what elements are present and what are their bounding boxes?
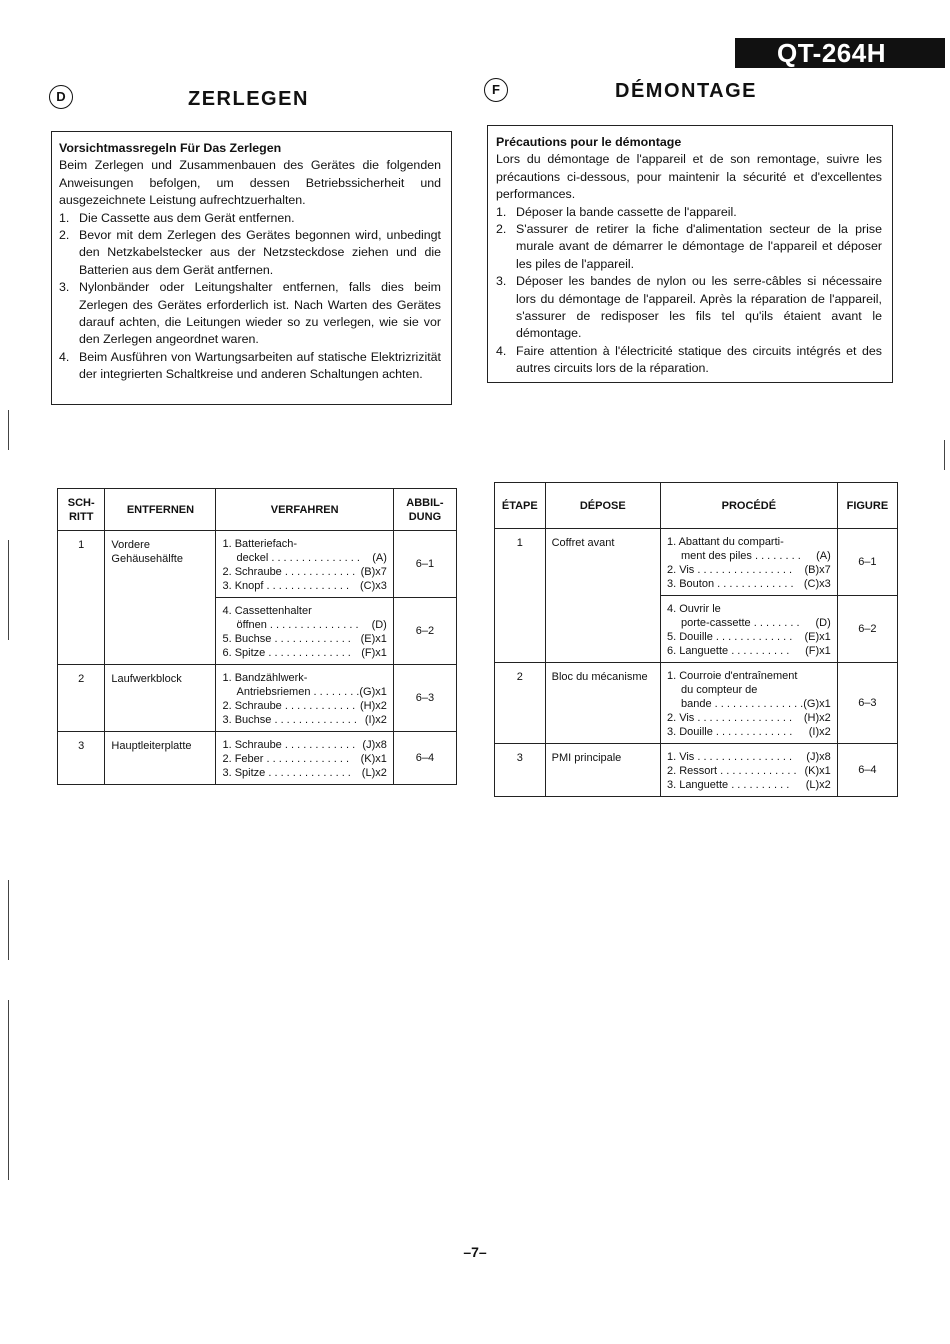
procedure-line — [667, 616, 831, 630]
procedure-step-text: 4. Cassettenhalter — [222, 605, 312, 617]
procedure-line — [667, 750, 831, 764]
procedure-ref: (A) — [816, 550, 831, 562]
heading-fr: DÉMONTAGE — [615, 80, 758, 102]
procedure-ref: (I)x2 — [808, 726, 831, 738]
figure-ref: 6–4 — [393, 732, 456, 785]
precautions-intro-fr: Lors du démontage de l'appareil et de son remontage, suivre les précautions ci-dessous, pour maintenir la sécurité et d'excellentes performances. — [496, 152, 882, 202]
procedure-step-text: porte-cassette . . . . . . . . — [680, 617, 800, 629]
page-number: –7– — [463, 1244, 487, 1260]
step-number: 1 — [58, 531, 105, 665]
precaution-item — [496, 221, 882, 273]
procedure-step-text: 3. Buchse . . . . . . . . . . . . . . — [222, 714, 357, 726]
procedure-ref: (H)x2 — [803, 712, 831, 724]
precautions-box-fr — [487, 125, 893, 383]
precaution-item — [59, 227, 441, 279]
procedure-ref: (B)x7 — [804, 564, 831, 576]
precautions-title-fr: Précautions pour le démontage — [496, 135, 682, 149]
precaution-number: 3. — [496, 274, 507, 289]
precautions-list-fr — [496, 204, 882, 378]
header-remove-fr: DÉPOSE — [545, 483, 660, 529]
header-procedure-fr: PROCÉDÉ — [660, 483, 837, 529]
procedure-step-text: 2. Ressort . . . . . . . . . . . . . — [666, 765, 797, 777]
procedure-ref: (J)x8 — [806, 751, 831, 763]
procedure-step-text: ment des piles . . . . . . . . — [680, 550, 801, 562]
precaution-item — [59, 349, 441, 384]
procedure-step-text: deckel . . . . . . . . . . . . . . . — [236, 552, 360, 564]
procedure-line — [222, 537, 386, 551]
procedure-step-text: 2. Feber . . . . . . . . . . . . . . — [222, 753, 350, 765]
procedure-ref: (F)x1 — [805, 645, 831, 657]
procedure-line — [667, 644, 831, 658]
procedure-line — [222, 646, 386, 660]
procedure-line — [222, 713, 386, 727]
step-number: 3 — [495, 744, 546, 797]
procedure-step-text: 1. Vis . . . . . . . . . . . . . . . . — [666, 751, 793, 763]
precaution-number: 3. — [59, 280, 70, 295]
procedure-step-text: 1. Bandzählwerk- — [222, 672, 308, 684]
figure-ref: 6–4 — [837, 744, 897, 797]
procedure-cell — [660, 596, 837, 663]
procedure-ref: (I)x2 — [364, 714, 387, 726]
disassembly-table-de — [57, 488, 457, 785]
precaution-text: Déposer la bande cassette de l'appareil. — [516, 204, 737, 219]
precaution-item — [496, 273, 882, 343]
procedure-line — [667, 711, 831, 725]
precautions-box-de — [51, 131, 452, 405]
procedure-line — [222, 671, 386, 685]
procedure-step-text: Antriebsriemen . . . . . . . . — [236, 686, 360, 698]
scan-margin-mark — [8, 540, 9, 640]
header-step-fr: ÉTAPE — [495, 483, 546, 529]
procedure-step-text: öffnen . . . . . . . . . . . . . . . — [236, 619, 359, 631]
table-row — [495, 744, 898, 797]
table-row — [495, 663, 898, 744]
figure-ref: 6–3 — [837, 663, 897, 744]
procedure-ref: (G)x1 — [359, 686, 387, 698]
procedure-line — [222, 685, 386, 699]
procedure-cell — [216, 732, 393, 785]
precaution-text: Faire attention à l'électricité statique des circuits intégrés et des autres circuits lors de la réparation. — [516, 343, 882, 376]
procedure-ref: (E)x1 — [804, 631, 831, 643]
precaution-number: 4. — [496, 343, 507, 358]
section-badge-de: D — [49, 85, 73, 109]
procedure-line — [222, 565, 386, 579]
header-remove-de: ENTFERNEN — [105, 489, 216, 531]
step-number: 3 — [58, 732, 105, 785]
procedure-ref: (H)x2 — [359, 700, 387, 712]
precaution-text: Beim Ausführen von Wartungsarbeiten auf statische Elektrizrizität der integrierten Schaltkreise und anderen Schaltungen achten. — [79, 349, 441, 382]
precaution-text: Die Cassette aus dem Gerät entfernen. — [79, 210, 295, 225]
precaution-number: 2. — [59, 228, 70, 243]
part-name: Vordere Gehäusehälfte — [105, 531, 216, 665]
part-name: Coffret avant — [545, 529, 660, 663]
procedure-cell — [660, 744, 837, 797]
step-number: 2 — [58, 665, 105, 732]
precaution-text: Nylonbänder oder Leitungshalter entfernen, falls dies beim Zerlegen des Gerätes erforderlich ist. Nach Warten des Gerätes darauf achten, die Leitungen wieder so zu verlegen, wie sie vor den Zerlegen angeordnet waren. — [79, 280, 441, 347]
header-figure-fr: FIGURE — [837, 483, 897, 529]
procedure-step-text: 3. Knopf . . . . . . . . . . . . . . — [222, 580, 350, 592]
procedure-ref: (J)x8 — [362, 739, 387, 751]
scan-margin-mark — [8, 1000, 9, 1180]
procedure-ref: (C)x3 — [359, 580, 387, 592]
procedure-line — [222, 766, 386, 780]
procedure-step-text: 2. Vis . . . . . . . . . . . . . . . . — [666, 712, 793, 724]
procedure-step-text: 5. Douille . . . . . . . . . . . . . — [666, 631, 793, 643]
procedure-ref: (D) — [371, 619, 387, 631]
procedure-ref: (A) — [372, 552, 387, 564]
procedure-cell — [660, 663, 837, 744]
figure-ref: 6–1 — [393, 531, 456, 598]
procedure-line — [667, 602, 831, 616]
procedure-step-text: 3. Douille . . . . . . . . . . . . . — [666, 726, 793, 738]
precaution-number: 4. — [59, 349, 70, 364]
procedure-line — [667, 549, 831, 563]
precaution-text: Déposer les bandes de nylon ou les serre-câbles si nécessaire lors du démontage de l'appareil. Après la réparation de l'appareil, s'assurer de redisposer les fils tel qu'ils étaient avant le démontage. — [516, 274, 882, 341]
figure-ref: 6–3 — [393, 665, 456, 732]
model-banner — [735, 38, 945, 68]
procedure-step-text: 3. Bouton . . . . . . . . . . . . . — [666, 578, 794, 590]
procedure-step-text: 1. Schraube . . . . . . . . . . . . — [222, 739, 356, 751]
procedure-line — [222, 618, 386, 632]
procedure-step-text: 6. Languette . . . . . . . . . . — [666, 645, 790, 657]
precautions-intro-de: Beim Zerlegen und Zusammenbauen des Gerätes die folgenden Anweisungen befolgen, um dessen Betriebssicherheit und ausgezeichnete Leistung aufrechtzuerhalten. — [59, 158, 441, 208]
procedure-ref: (F)x1 — [361, 647, 387, 659]
procedure-step-text: 1. Abattant du comparti- — [666, 536, 784, 548]
procedure-line — [667, 697, 831, 711]
step-number: 2 — [495, 663, 546, 744]
procedure-ref: (L)x2 — [805, 779, 831, 791]
procedure-cell — [660, 529, 837, 596]
procedure-ref: (C)x3 — [803, 578, 831, 590]
figure-ref: 6–1 — [837, 529, 897, 596]
procedure-cell — [216, 531, 393, 598]
procedure-line — [222, 752, 386, 766]
procedure-step-text: 2. Schraube . . . . . . . . . . . . — [222, 700, 356, 712]
part-name: Bloc du mécanisme — [545, 663, 660, 744]
procedure-line — [222, 579, 386, 593]
procedure-line — [222, 632, 386, 646]
precaution-item — [496, 204, 882, 221]
procedure-ref: (D) — [815, 617, 831, 629]
part-name: Laufwerkblock — [105, 665, 216, 732]
section-badge-fr: F — [484, 78, 508, 102]
table-row — [58, 732, 457, 785]
procedure-line — [667, 577, 831, 591]
procedure-line — [667, 630, 831, 644]
procedure-step-text: 4. Ouvrir le — [666, 603, 721, 615]
procedure-line — [222, 551, 386, 565]
procedure-ref: (B)x7 — [360, 566, 387, 578]
table-row — [58, 531, 457, 598]
procedure-line — [222, 699, 386, 713]
part-name: PMI principale — [545, 744, 660, 797]
precaution-item — [59, 279, 441, 349]
procedure-line — [667, 764, 831, 778]
model-number: QT-264H — [777, 38, 886, 68]
precaution-item — [496, 343, 882, 378]
procedure-line — [222, 738, 386, 752]
precautions-list-de — [59, 210, 441, 384]
figure-ref: 6–2 — [393, 598, 456, 665]
table-row — [495, 529, 898, 596]
procedure-line — [667, 683, 831, 697]
procedure-line — [667, 778, 831, 792]
table-row — [58, 665, 457, 732]
scan-margin-mark — [8, 880, 9, 960]
precautions-title-de: Vorsichtmassregeln Für Das Zerlegen — [59, 141, 282, 155]
step-number: 1 — [495, 529, 546, 663]
precaution-text: S'assurer de retirer la fiche d'alimentation secteur de la prise murale avant de démarrer le démontage de l'appareil et déposer les piles de l'appareil. — [516, 222, 882, 271]
procedure-ref: (E)x1 — [360, 633, 387, 645]
procedure-step-text: 1. Courroie d'entraînement — [666, 670, 798, 682]
procedure-line — [667, 725, 831, 739]
precaution-number: 1. — [59, 210, 70, 225]
figure-ref: 6–2 — [837, 596, 897, 663]
procedure-step-text: bande . . . . . . . . . . . . . . . — [680, 698, 804, 710]
procedure-line — [667, 669, 831, 683]
procedure-ref: (L)x2 — [361, 767, 387, 779]
precaution-number: 2. — [496, 222, 507, 237]
procedure-step-text: 5. Buchse . . . . . . . . . . . . . — [222, 633, 351, 645]
header-procedure-de: VERFAHREN — [216, 489, 393, 531]
procedure-cell — [216, 665, 393, 732]
header-step-de: SCH-RITT — [58, 489, 105, 531]
procedure-step-text: 3. Spitze . . . . . . . . . . . . . . — [222, 767, 351, 779]
procedure-step-text: 1. Batteriefach- — [222, 538, 298, 550]
procedure-step-text: 2. Vis . . . . . . . . . . . . . . . . — [666, 564, 793, 576]
procedure-step-text: du compteur de — [680, 684, 758, 696]
precaution-item — [59, 210, 441, 227]
procedure-ref: (K)x1 — [360, 753, 387, 765]
procedure-step-text: 6. Spitze . . . . . . . . . . . . . . — [222, 647, 351, 659]
precaution-text: Bevor mit dem Zerlegen des Gerätes begonnen wird, unbedingt den Netzkabelstecker aus der Netzsteckdose ziehen und die Batterien aus dem Gerät antfernen. — [79, 228, 441, 277]
procedure-step-text: 3. Languette . . . . . . . . . . — [666, 779, 790, 791]
procedure-line — [667, 535, 831, 549]
procedure-cell — [216, 598, 393, 665]
header-figure-de: ABBIL-DUNG — [393, 489, 456, 531]
part-name: Hauptleiterplatte — [105, 732, 216, 785]
procedure-line — [667, 563, 831, 577]
procedure-ref: (K)x1 — [804, 765, 831, 777]
precaution-number: 1. — [496, 204, 507, 219]
scan-margin-mark — [8, 410, 9, 450]
heading-de: ZERLEGEN — [188, 88, 309, 110]
disassembly-table-fr — [494, 482, 898, 797]
procedure-step-text: 2. Schraube . . . . . . . . . . . . — [222, 566, 356, 578]
procedure-ref: (G)x1 — [803, 698, 831, 710]
scan-margin-mark — [944, 440, 945, 470]
procedure-line — [222, 604, 386, 618]
